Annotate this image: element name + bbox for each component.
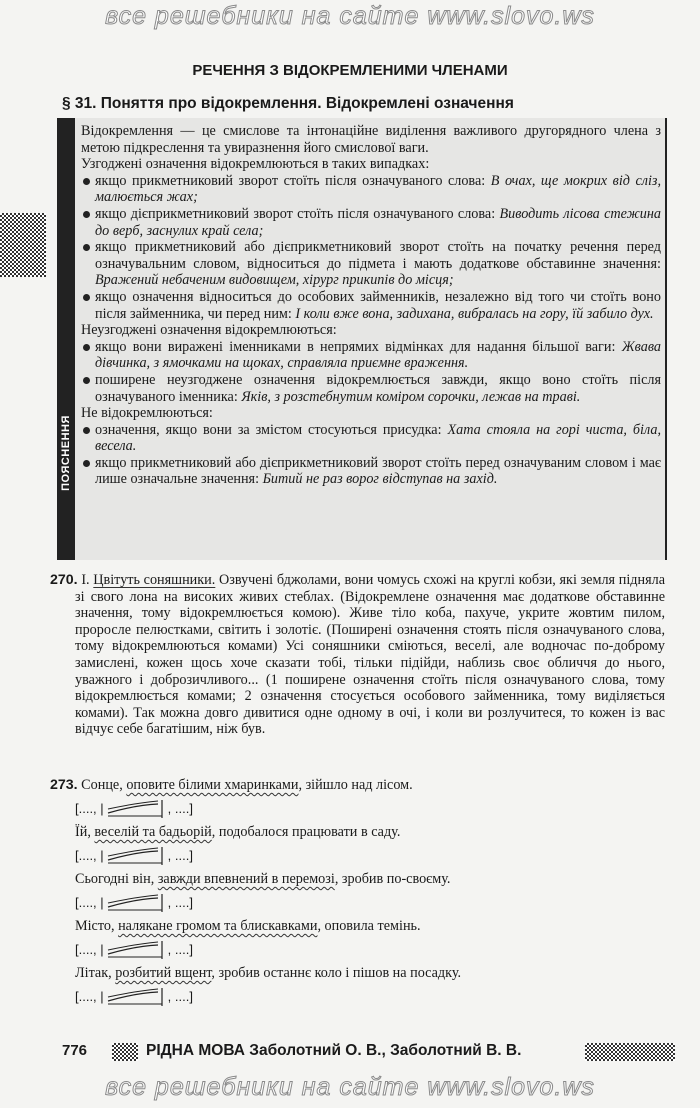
scheme: [...., | , ....] (75, 848, 193, 863)
first-sentence: Цвітуть соняшники. (93, 572, 216, 588)
page-number: 776 (62, 1042, 88, 1059)
sentence: Місто, налякане громом та блискавками, оповила темінь. (75, 918, 421, 934)
list-item: якщо вони виражені іменниками в непрямих відмінках для надання більшої ваги: Жвава дівчинка, з ямочками на щоках, справляла приємне враження. (81, 339, 661, 372)
exercise-270: 270. І. Цвітуть соняшники. Озвучені бджолами, вони чомусь схожі на круглі кобзи, які земля підняла зі свого лона на високих живих стеблах. (Відокремлене означення має додаткове обставинне значення, тому відокремлюється комою). Живе тіло коба, пахуче, укрите жовтим пилом, проросле пелюстками, світить і золотіє. (Поширені означення стоять після означуваного слова, тому відокремлюються комами) Усі соняшники сміються, веселі, але водночас по-доброму замислені, кожен щось хоче сказати тобі, тільки підійди, наблизь своє обличчя до нього, уважного і доброзичливого... (1 поширене означення стоїть після означуваного слова, тому відокремлюється комами; 2 означення стосується особового займенника, тому виділяється комами). Так можна довго дивитися одне одному в очі, і коли ви розлучитеся, то кожен із вас відчує себе багатішим, ніж був. (50, 572, 666, 738)
decorative-pattern (0, 213, 46, 277)
sentence: Їй, веселій та бадьорій, подобалося працювати в саду. (75, 824, 401, 840)
not-separated-heading: Не відокремлюються: (81, 405, 213, 422)
list-item: якщо прикметниковий або дієприкметниковий зворот стоїть на початку речення перед означувальним словом, відноситься до підмета і мають додаткове обставинне значення: Вражений небаченим видовищем, хірург прикипів до місця; (81, 239, 661, 289)
scheme: [...., | , ....] (75, 895, 193, 910)
scheme: [...., | , ....] (75, 989, 193, 1004)
sentence: Літак, розбитий вщент, зробив останнє коло і пішов на посадку. (75, 965, 462, 981)
section-title: § 31. Поняття про відокремлення. Відокремлені означення (62, 95, 514, 112)
explanation-box (57, 118, 667, 560)
page-footer (62, 1041, 682, 1063)
explanation-body (81, 123, 661, 488)
list-item: якщо означення відноситься до особових займенників, незалежно від того чи стоїть воно після займенника, чи перед ним: І коли вже вона, задихана, вибралась на гору, їй забило дух. (81, 289, 661, 322)
list-item: якщо дієприкметниковий зворот стоїть після означуваного слова: Виводить лісова стежина до верб, заснулих край села; (81, 206, 661, 239)
explanation-label: ПОЯСНЕННЯ (60, 415, 72, 491)
arrow-icon (106, 941, 166, 959)
list-item: якщо прикметниковий зворот стоїть після означуваного слова: В очах, ще мокрих від сліз, малюється жах; (81, 173, 661, 206)
sentence: Сьогодні він, завжди впевнений в перемозі, зробив по-своєму. (75, 871, 451, 887)
arrow-icon (106, 988, 166, 1006)
list-item: означення, якщо вони за змістом стосуються присудка: Хата стояла на горі чиста, біла, весела. (81, 422, 661, 455)
explanation-intro: Відокремлення — це смислове та інтонаційне виділення важливого другорядного члена з метою підкреслення та увиразнення його смислової ваги. (81, 123, 661, 156)
scheme: [...., | , ....] (75, 942, 193, 957)
exercise-number: 273. (50, 777, 78, 793)
watermark-top: все решебники на сайте www.slovo.ws (105, 2, 595, 30)
list-item: якщо прикметниковий або дієприкметниковий зворот стоїть перед означуваним словом і має лише означальне значення: Битий не раз ворог відступав на захід. (81, 455, 661, 488)
arrow-icon (106, 894, 166, 912)
list-item: поширене неузгоджене означення відокремлюється завжди, якщо воно стоїть після означуваного іменника: Яків, з розстебнутим коміром сорочки, лежав на траві. (81, 372, 661, 405)
exercise-273 (50, 772, 665, 1007)
exercise-number: 270. (50, 572, 78, 588)
arrow-icon (106, 800, 166, 818)
watermark-bottom: все решебники на сайте www.slovo.ws (105, 1073, 595, 1101)
book-title: РІДНА МОВА Заболотний О. В., Заболотний В. В. (146, 1042, 522, 1059)
scheme: [...., | , ....] (75, 801, 193, 816)
sentence: 273. Сонце, оповите білими хмаринками, зійшло над лісом. (50, 777, 413, 793)
agreed-heading: Узгоджені означення відокремлюються в таких випадках: (81, 156, 430, 173)
unagreed-heading: Неузгоджені означення відокремлюються: (81, 322, 337, 339)
explanation-sidebar (57, 118, 75, 560)
chapter-title: РЕЧЕННЯ З ВІДОКРЕМЛЕНИМИ ЧЛЕНАМИ (192, 62, 508, 79)
arrow-icon (106, 847, 166, 865)
